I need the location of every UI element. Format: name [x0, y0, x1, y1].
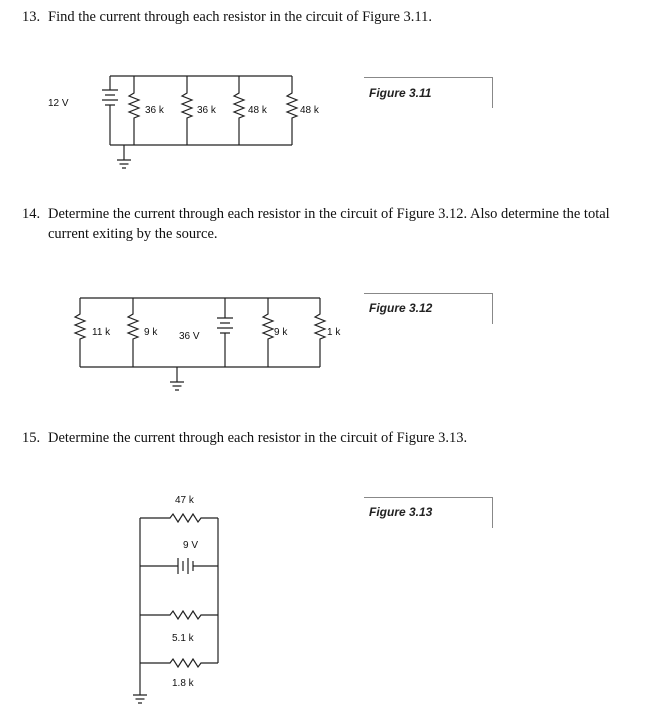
- resistor-1-8k: [140, 659, 218, 667]
- figure-3-11-circuit: [102, 76, 297, 168]
- resistor-label: 1.8 k: [172, 678, 194, 689]
- resistor-48k-b: [287, 76, 297, 145]
- resistor-label: 48 k: [248, 105, 267, 116]
- source-label: 12 V: [48, 98, 69, 109]
- resistor-5-1k: [140, 611, 218, 619]
- resistor-9k-b: [263, 298, 273, 367]
- ground-icon: [133, 683, 147, 703]
- resistor-label: 47 k: [175, 495, 194, 506]
- resistor-label: 11 k: [92, 327, 111, 338]
- battery-icon: [217, 318, 233, 333]
- question-text-line2: current exiting by the source.: [48, 226, 218, 242]
- question-number: 15.: [22, 430, 41, 446]
- resistor-label: 36 k: [145, 105, 164, 116]
- question-number: 14.: [22, 206, 41, 222]
- resistor-label: 36 k: [197, 105, 216, 116]
- resistor-11k: [75, 298, 85, 367]
- question-number: 13.: [22, 9, 41, 25]
- figure-3-12-label: Figure 3.12: [369, 301, 433, 315]
- question-text-line1: Determine the current through each resistor in the circuit of Figure 3.12. Also determine the total: [48, 206, 610, 222]
- resistor-48k-a: [234, 76, 244, 145]
- source-label: 36 V: [179, 331, 200, 342]
- resistor-label: 48 k: [300, 105, 319, 116]
- resistor-label: 1 k: [327, 327, 341, 338]
- battery-icon: [102, 90, 118, 105]
- resistor-label: 9 k: [144, 327, 158, 338]
- battery-icon: [178, 558, 193, 574]
- figure-3-12-circuit: [75, 298, 325, 390]
- figure-3-11-label: Figure 3.11: [369, 86, 432, 100]
- ground-icon: [170, 367, 184, 390]
- figure-3-13-circuit: [133, 514, 218, 703]
- resistor-label: 5.1 k: [172, 633, 194, 644]
- resistor-47k: [140, 514, 218, 522]
- resistor-36k-a: [129, 76, 139, 145]
- resistor-36k-b: [182, 76, 192, 145]
- source-label: 9 V: [183, 540, 199, 551]
- ground-icon: [117, 145, 131, 168]
- resistor-label: 9 k: [274, 327, 288, 338]
- figure-3-13-label: Figure 3.13: [369, 505, 433, 519]
- resistor-9k-a: [128, 298, 138, 367]
- resistor-1k: [315, 298, 325, 367]
- question-text: Determine the current through each resistor in the circuit of Figure 3.13.: [48, 430, 468, 446]
- question-text: Find the current through each resistor in the circuit of Figure 3.11.: [48, 9, 433, 25]
